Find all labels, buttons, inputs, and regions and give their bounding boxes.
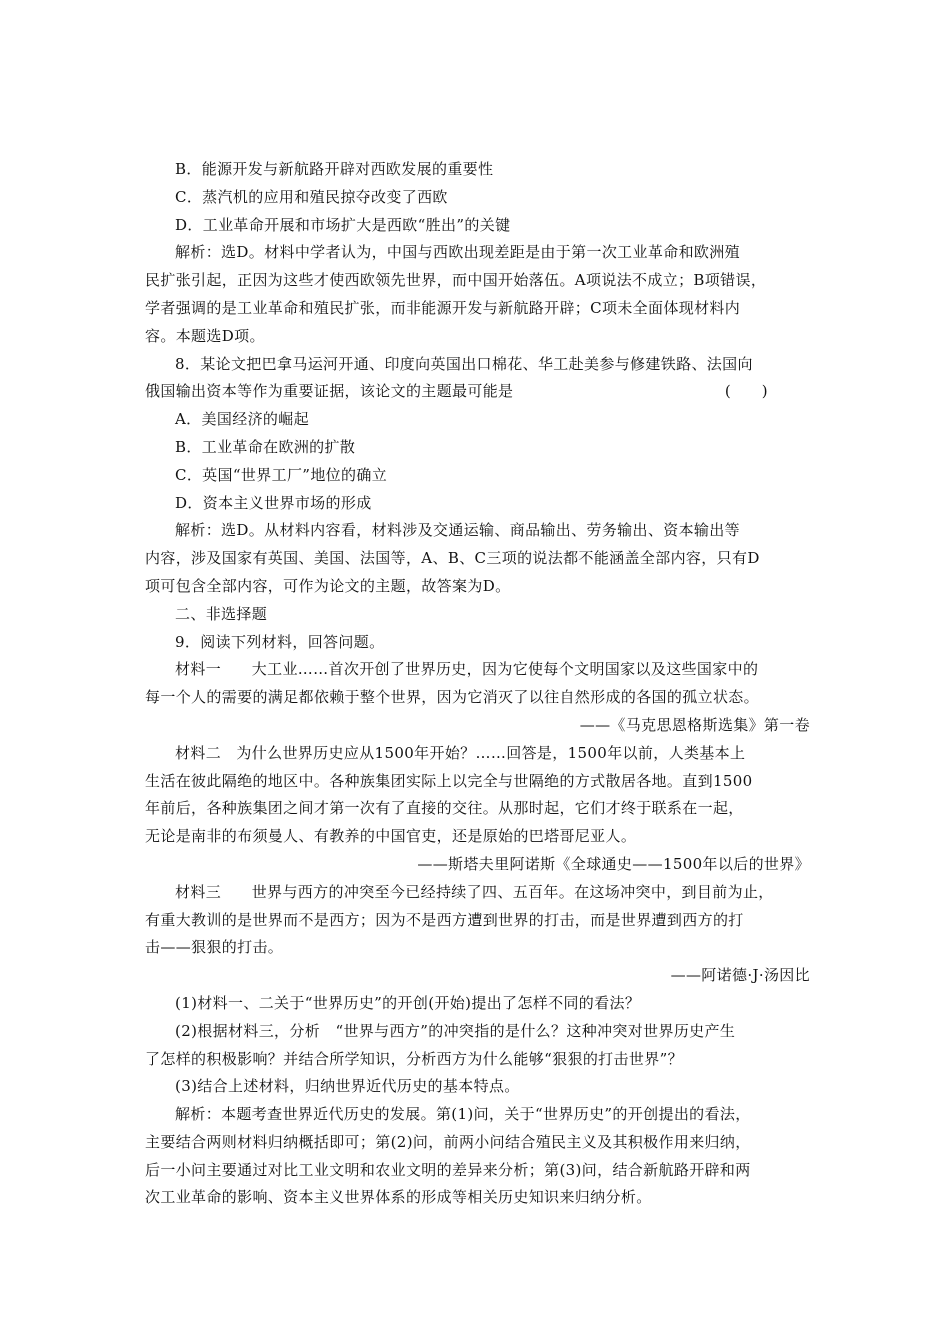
text-line <box>145 768 810 796</box>
line-text: 材料一 大工业……首次开创了世界历史，因为它使每个文明国家以及这些国家中的 <box>175 660 759 679</box>
line-text: 材料三 世界与西方的冲突至今已经持续了四、五百年。在这场冲突中，到目前为止， <box>175 882 774 901</box>
line-text: 8．某论文把巴拿马运河开通、印度向英国出口棉花、华工赴美参与修建铁路、法国向 <box>175 354 753 373</box>
line-text: 有重大教训的是世界而不是西方；因为不是西方遭到世界的打击，而是世界遭到西方的打 <box>145 910 744 929</box>
text-line <box>145 907 810 935</box>
line-text: 内容，涉及国家有英国、美国、法国等，A、B、C三项的说法都不能涵盖全部内容，只有D <box>145 549 760 568</box>
text-line <box>145 795 810 823</box>
text-line <box>145 295 810 323</box>
line-text: (3)结合上述材料，归纳世界近代历史的基本特点。 <box>175 1077 520 1096</box>
text-line <box>145 1073 810 1101</box>
line-text: 解析：本题考查世界近代历史的发展。第(1)问，关于“世界历史”的开创提出的看法， <box>175 1105 751 1124</box>
line-text: C．英国“世界工厂”地位的确立 <box>175 465 388 484</box>
line-text: (1)材料一、二关于“世界历史”的开创(开始)提出了怎样不同的看法？ <box>175 993 641 1012</box>
line-text: 击——狠狠的打击。 <box>145 938 284 957</box>
text-line <box>145 1046 810 1074</box>
line-text: 项可包含全部内容，可作为论文的主题，故答案为D。 <box>145 576 511 595</box>
line-text: B．能源开发与新航路开辟对西欧发展的重要性 <box>175 160 494 178</box>
text-line <box>145 740 810 768</box>
line-text: 二、非选择题 <box>175 604 268 623</box>
text-line <box>145 267 810 295</box>
line-text: 次工业革命的影响、资本主义世界体系的形成等相关历史知识来归纳分析。 <box>145 1188 652 1207</box>
line-text: 后一小问主要通过对比工业文明和农业文明的差异来分析；第(3)问，结合新航路开辟和两 <box>145 1160 751 1179</box>
text-line <box>145 239 810 267</box>
text-line <box>145 517 810 545</box>
text-line <box>145 656 810 684</box>
document-body <box>145 156 810 1212</box>
text-line <box>145 684 810 712</box>
citation-line <box>145 851 810 879</box>
text-line <box>145 1018 810 1046</box>
line-text: B．工业革命在欧洲的扩散 <box>175 437 356 456</box>
text-line <box>145 323 810 351</box>
text-line <box>145 1184 810 1212</box>
line-text: 材料二 为什么世界历史应从1500年开始？……回答是，1500年以前，人类基本上 <box>175 743 746 762</box>
line-text: A．美国经济的崛起 <box>175 410 309 429</box>
line-text: C．蒸汽机的应用和殖民掠夺改变了西欧 <box>175 187 448 206</box>
text-line <box>145 406 810 434</box>
line-text: 容。本题选D项。 <box>145 326 265 345</box>
line-text: 学者强调的是工业革命和殖民扩张，而非能源开发与新航路开辟；C项未全面体现材料内 <box>145 298 741 317</box>
line-text: D．资本主义世界市场的形成 <box>175 493 372 512</box>
text-line <box>145 156 810 184</box>
line-text: (2)根据材料三，分析 “世界与西方”的冲突指的是什么？这种冲突对世界历史产生 <box>175 1021 736 1040</box>
text-line <box>145 490 810 518</box>
text-line <box>145 351 810 379</box>
line-text: 解析：选D。从材料内容看，材料涉及交通运输、商品输出、劳务输出、资本输出等 <box>175 521 740 540</box>
line-text: 解析：选D。材料中学者认为，中国与西欧出现差距是由于第一次工业革命和欧洲殖 <box>175 243 740 262</box>
text-line <box>145 434 810 462</box>
line-text: ——斯塔夫里阿诺斯《全球通史——1500年以后的世界》 <box>417 854 810 873</box>
text-line <box>145 1101 810 1129</box>
line-text: 每一个人的需要的满足都依赖于整个世界，因为它消灭了以往自然形成的各国的孤立状态。 <box>145 688 760 707</box>
line-text: 年前后，各种族集团之间才第一次有了直接的交往。从那时起，它们才终于联系在一起， <box>145 799 744 818</box>
line-text: ——《马克思恩格斯选集》第一卷 <box>579 715 810 734</box>
text-line <box>145 629 810 657</box>
text-line <box>145 378 810 406</box>
text-line <box>145 545 810 573</box>
text-line <box>145 879 810 907</box>
text-line <box>145 934 810 962</box>
line-text: 无论是南非的布须曼人、有教养的中国官吏，还是原始的巴塔哥尼亚人。 <box>145 827 637 846</box>
line-text: 生活在彼此隔绝的地区中。各种族集团实际上以完全与世隔绝的方式散居各地。直到1500 <box>145 771 753 790</box>
text-line <box>145 823 810 851</box>
text-line <box>145 462 810 490</box>
text-line <box>145 990 810 1018</box>
line-text: 9．阅读下列材料，回答问题。 <box>175 632 385 651</box>
text-line <box>145 1157 810 1185</box>
citation-line <box>145 712 810 740</box>
line-text: 民扩张引起，正因为这些才使西欧领先世界，而中国开始落伍。A项说法不成立；B项错误， <box>145 271 767 290</box>
text-line <box>145 212 810 240</box>
citation-line <box>145 962 810 990</box>
answer-parenthesis: ( ) <box>724 382 768 401</box>
line-text: 主要结合两则材料归纳概括即可；第(2)问，前两小问结合殖民主义及其积极作用来归纳， <box>145 1132 751 1151</box>
line-text: ——阿诺德·J·汤因比 <box>670 966 810 985</box>
line-text: 俄国输出资本等作为重要证据，该论文的主题最可能是 <box>145 382 514 401</box>
text-line <box>145 601 810 629</box>
line-text: 了怎样的积极影响？并结合所学知识，分析西方为什么能够“狠狠的打击世界”？ <box>145 1049 683 1068</box>
text-line <box>145 1129 810 1157</box>
text-line <box>145 184 810 212</box>
line-text: D．工业革命开展和市场扩大是西欧“胜出”的关键 <box>175 215 511 234</box>
text-line <box>145 573 810 601</box>
